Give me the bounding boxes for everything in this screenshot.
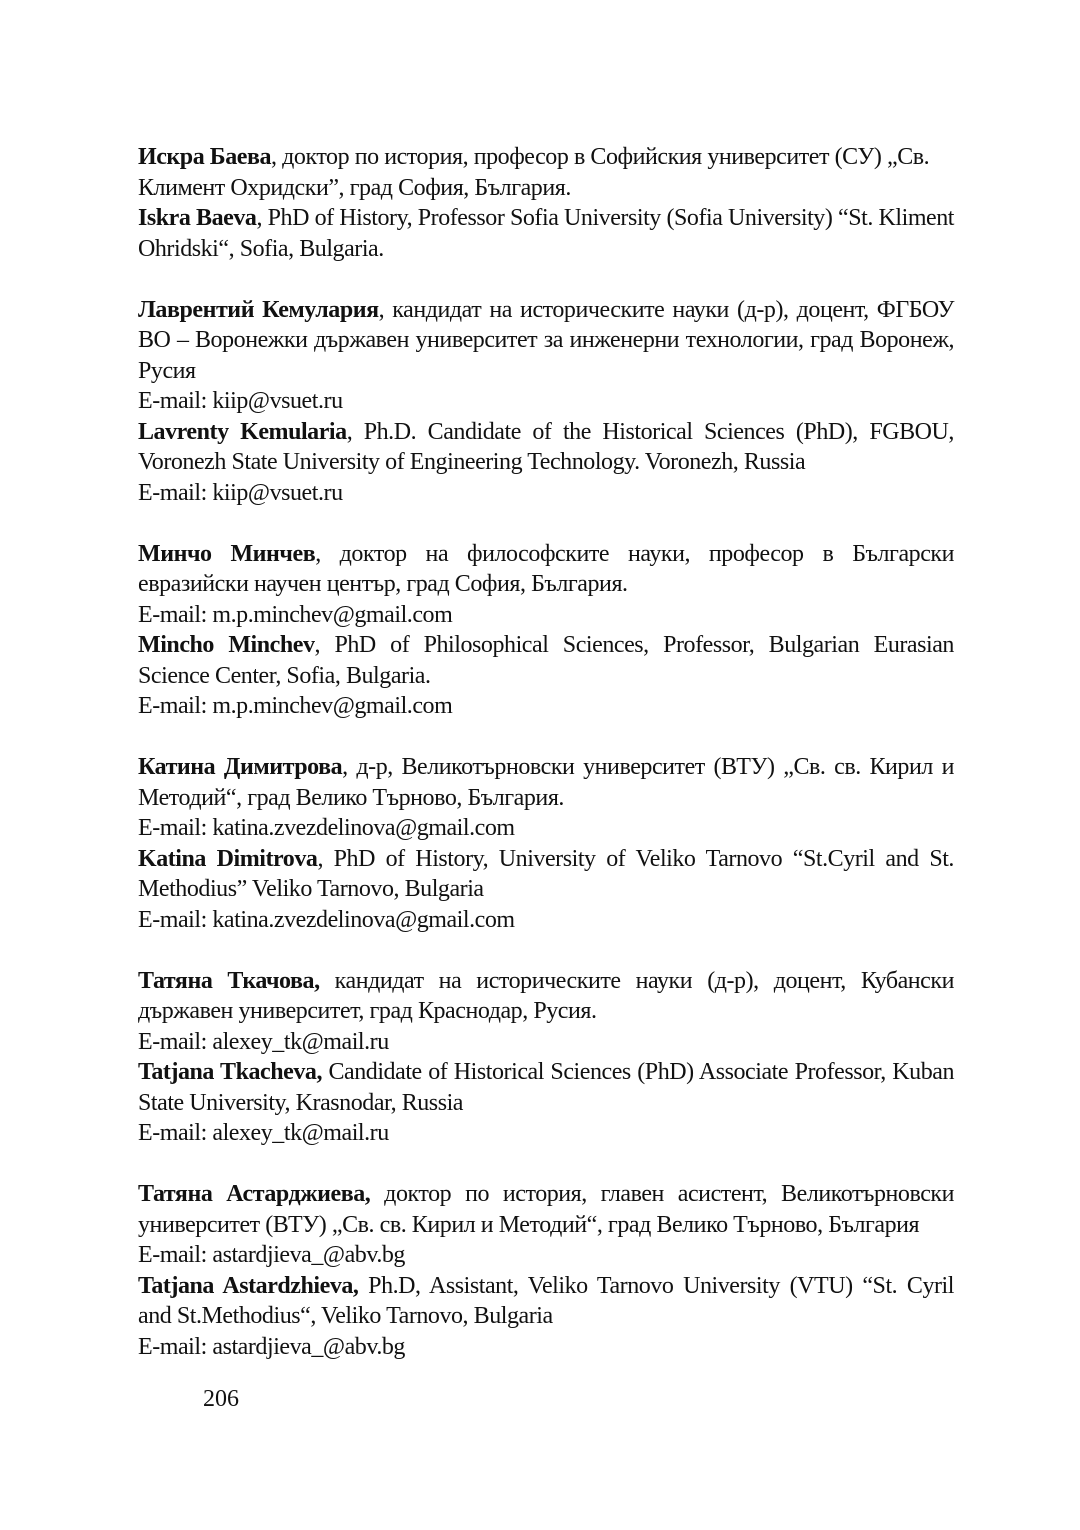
author-bio-bg	[138, 752, 954, 813]
author-entry-kemularia	[138, 295, 954, 509]
author-email-en[interactable]: E-mail: katina.zvezdelinova@gmail.com	[138, 906, 515, 933]
author-name-en: Lavrenty Kemularia	[138, 418, 347, 445]
author-email-bg[interactable]: E-mail: astardjieva_@abv.bg	[138, 1242, 405, 1268]
author-bio-en	[138, 1057, 954, 1118]
author-email-en[interactable]: E-mail: astardjieva_@abv.bg	[138, 1333, 405, 1360]
author-bio-en	[138, 844, 954, 905]
author-name-en: Tatjana Astardzhieva,	[138, 1272, 359, 1299]
author-name-bg: Лаврентий Кемулария	[138, 296, 379, 323]
author-name-en: Iskra Baeva	[138, 205, 257, 231]
author-bio-bg	[138, 966, 954, 1027]
author-details-en: Ph.D, Assistant, Veliko Tarnovo University (VTU) “St. Cyril and St.Methodius“, Veliko Tarnovo, Bulgaria	[138, 1272, 954, 1329]
author-email-bg[interactable]: E-mail: kiip@vsuet.ru	[138, 388, 343, 414]
author-name-bg: Катина Димитрова	[138, 754, 343, 780]
author-details-bg: , доктор на философските науки, професор в Български евразийски научен център, град София, България.	[138, 540, 954, 597]
author-details-en: , PhD of Philosophical Sciences, Professor, Bulgarian Eurasian Science Center, Sofia, Bulgaria.	[138, 632, 954, 689]
author-bio-en	[138, 203, 954, 264]
author-name-en: Mincho Minchev	[138, 632, 315, 658]
author-entry-astardzhieva	[138, 1179, 954, 1362]
author-bio-en	[138, 630, 954, 691]
author-name-bg: Татяна Астарджиева,	[138, 1181, 371, 1207]
author-bio-bg	[138, 1179, 954, 1240]
author-bio-en	[138, 1271, 954, 1332]
author-email-bg[interactable]: E-mail: katina.zvezdelinova@gmail.com	[138, 815, 515, 841]
author-details-bg: доктор по история, главен асистент, Великотърновски университет (ВТУ) „Св. св. Кирил и Методий“, град Велико Търново, България	[138, 1181, 955, 1238]
author-entry-minchev	[138, 539, 954, 722]
author-name-en: Tatjana Tkacheva,	[138, 1059, 322, 1085]
author-details-en: Candidate of Historical Sciences (PhD) Associate Professor, Kuban State University, Krasnodar, Russia	[138, 1059, 954, 1116]
author-details-en: , Ph.D. Candidate of the Historical Sciences (PhD), FGBOU, Voronezh State University of Engineering Technology. Voronezh, Russia	[138, 418, 954, 475]
author-details-en: , PhD of History, University of Veliko Tarnovo “St.Cyril and St. Methodius” Veliko Tarnovo, Bulgaria	[138, 845, 954, 902]
author-details-bg: , д-р, Великотърновски университет (ВТУ) „Св. св. Кирил и Методий“, град Велико Търново, България.	[138, 754, 954, 811]
author-name-en: Katina Dimitrova	[138, 845, 318, 872]
author-details-en: , PhD of History, Professor Sofia University (Sofia University) “St. Kliment Ohridski“, Sofia, Bulgaria.	[138, 205, 955, 262]
author-bio-bg	[138, 142, 954, 203]
author-details-bg: , кандидат на историческите науки (д-р), доцент, ФГБОУ ВО – Воронежки държавен университет за инженерни технологии, град Воронеж, Русия	[138, 296, 954, 384]
author-bio-bg	[138, 539, 954, 600]
author-bio-bg	[138, 295, 954, 387]
author-list	[138, 142, 954, 1393]
author-name-bg: Минчо Минчев	[138, 540, 316, 567]
author-bio-en	[138, 417, 954, 478]
author-email-en[interactable]: E-mail: m.p.minchev@gmail.com	[138, 693, 453, 719]
author-entry-dimitrova	[138, 752, 954, 935]
author-name-bg: Искра Баева	[138, 144, 272, 170]
author-details-bg: , доктор по история, професор в Софийския университет (СУ) „Св. Климент Охридски”, град София, България.	[138, 144, 930, 201]
author-email-en[interactable]: E-mail: kiip@vsuet.ru	[138, 479, 343, 506]
author-email-bg[interactable]: E-mail: alexey_tk@mail.ru	[138, 1028, 389, 1055]
page-number: 206	[203, 1386, 239, 1412]
author-email-en[interactable]: E-mail: alexey_tk@mail.ru	[138, 1120, 389, 1146]
author-name-bg: Татяна Ткачова,	[138, 967, 320, 994]
author-entry-tkacheva	[138, 966, 954, 1149]
author-entry-baeva	[138, 142, 954, 264]
author-details-bg: кандидат на историческите науки (д-р), доцент, Кубански държавен университет, град Краснодар, Русия.	[138, 967, 954, 1024]
author-email-bg[interactable]: E-mail: m.p.minchev@gmail.com	[138, 601, 453, 628]
